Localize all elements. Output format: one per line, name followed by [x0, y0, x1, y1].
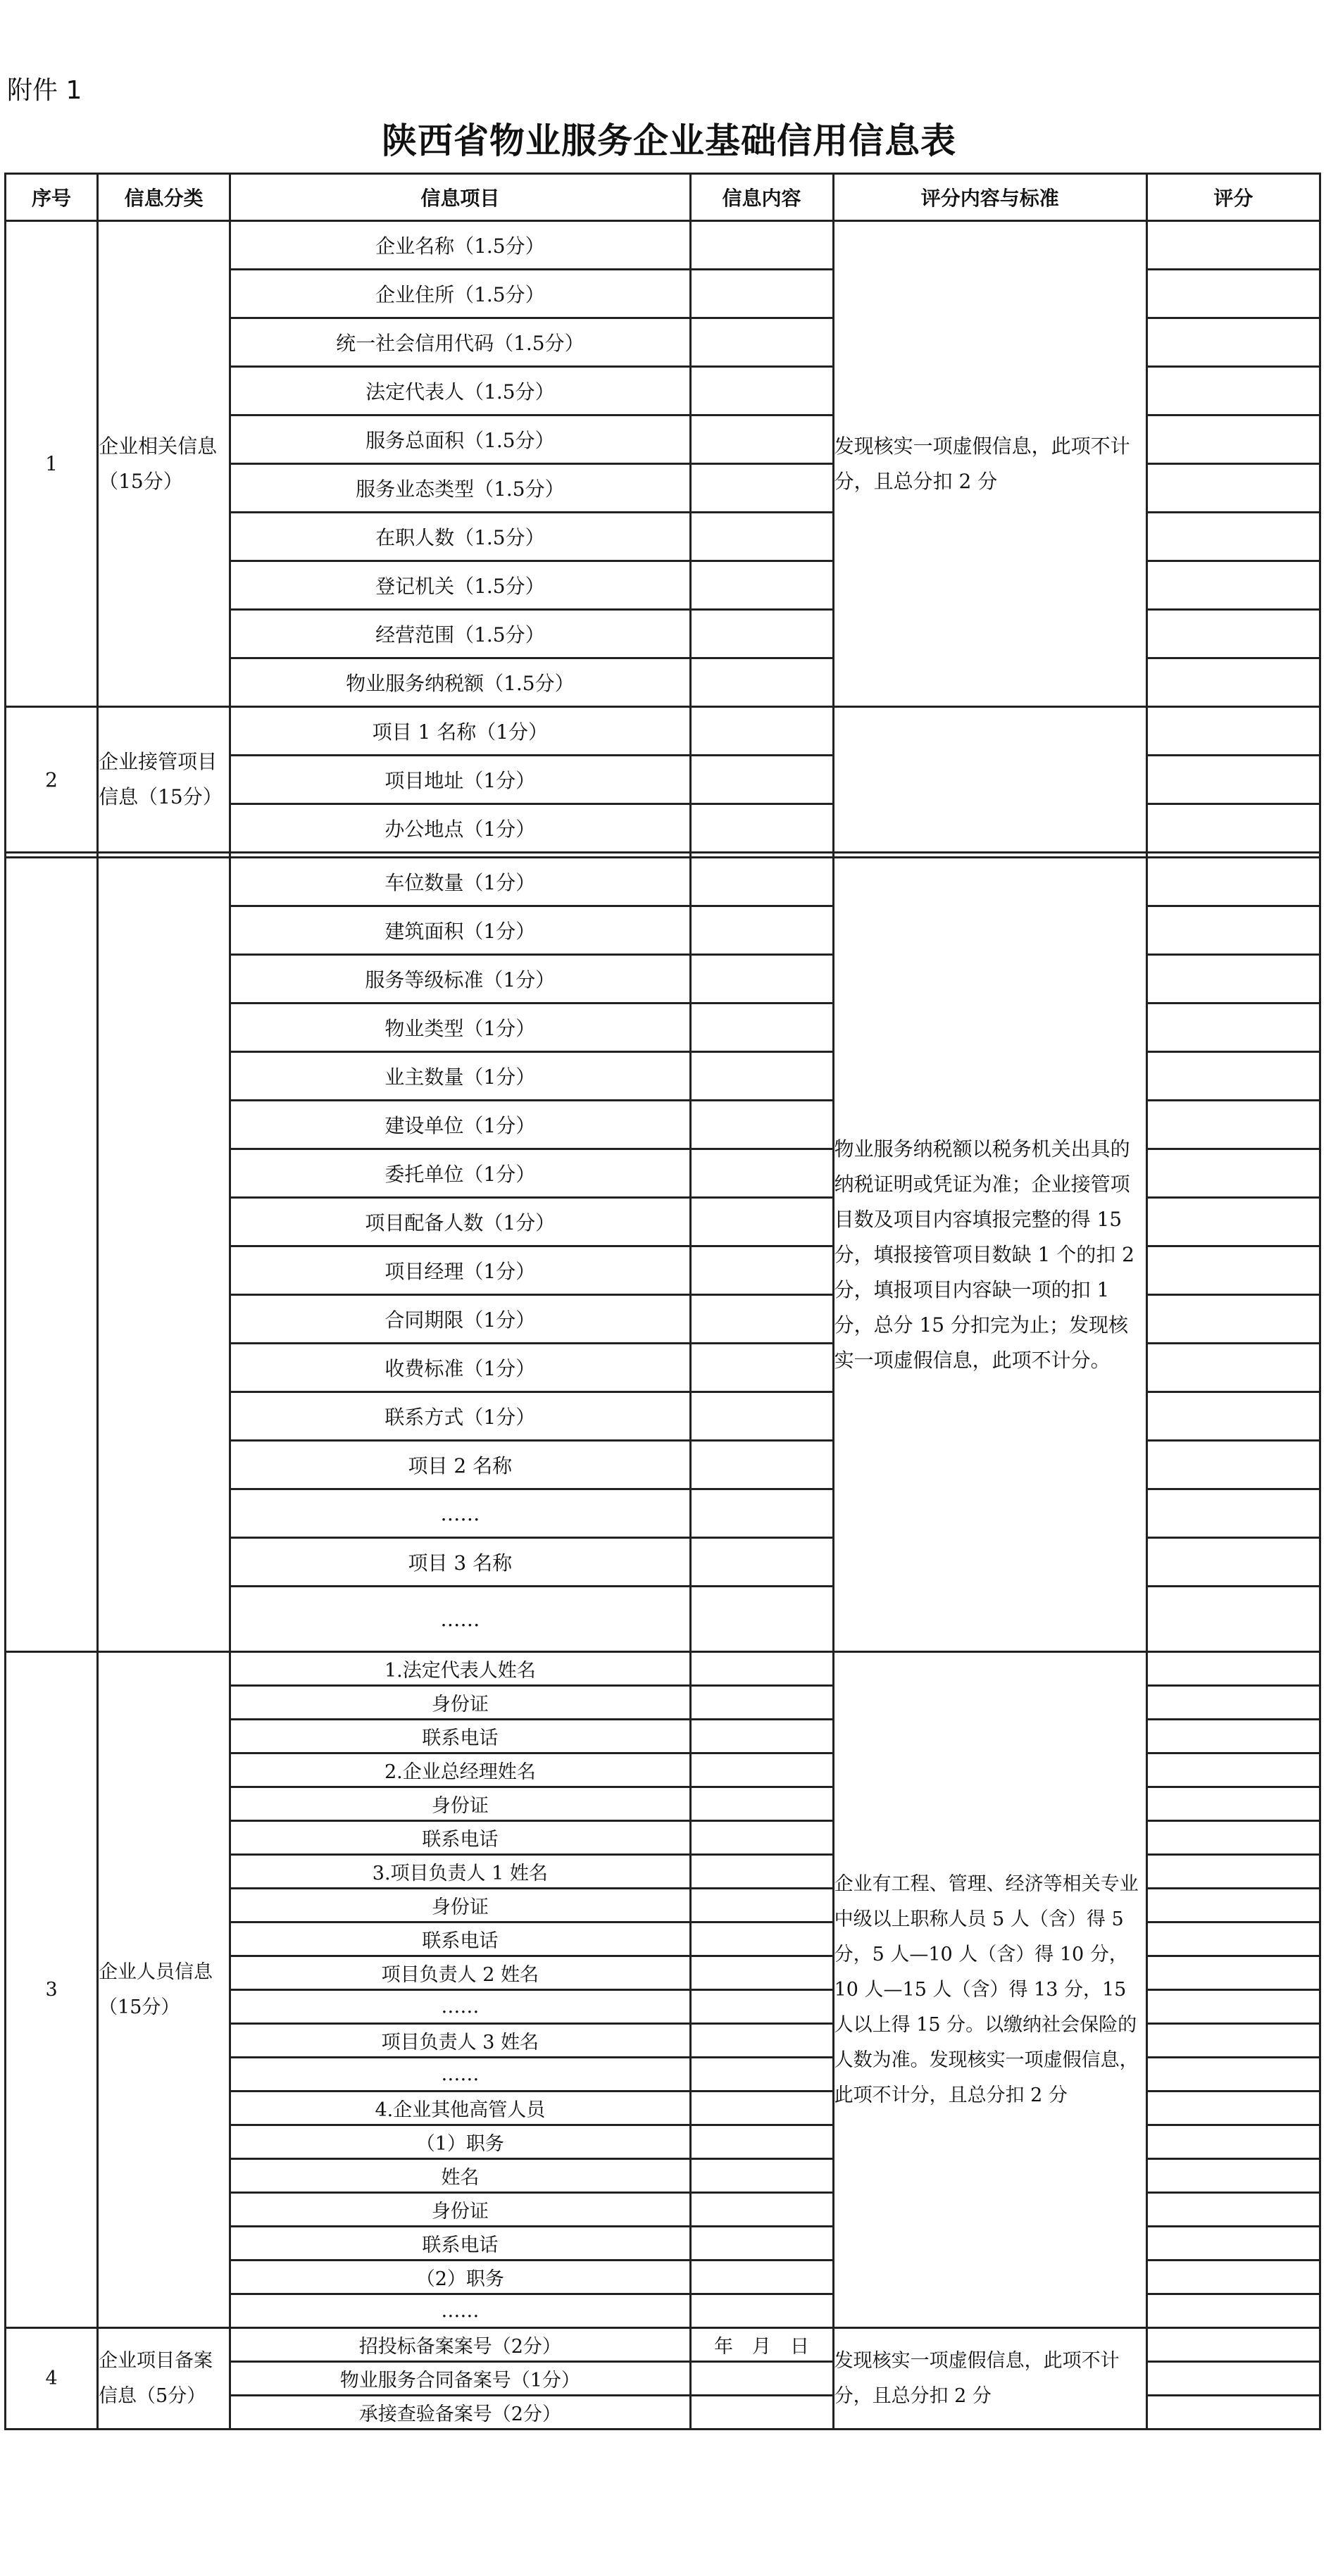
row-item: 身份证 — [230, 2193, 690, 2227]
row-info-cell[interactable] — [690, 1149, 833, 1198]
row-item: 项目 3 名称 — [230, 1538, 690, 1587]
row-info-cell[interactable] — [690, 1652, 833, 1686]
row-category: 企业人员信息（15分） — [98, 1652, 230, 2328]
row-score-cell[interactable] — [1146, 955, 1320, 1003]
row-item: 统一社会信用代码（1.5分） — [230, 318, 690, 367]
row-item: 2.企业总经理姓名 — [230, 1753, 690, 1787]
row-item: 身份证 — [230, 1889, 690, 1922]
row-item: 物业服务纳税额（1.5分） — [230, 658, 690, 707]
table-row — [6, 221, 1320, 270]
row-score-cell[interactable] — [1146, 1787, 1320, 1821]
row-info-cell[interactable] — [690, 1990, 833, 2024]
row-score-cell[interactable] — [1146, 2058, 1320, 2092]
row-category-blank — [98, 858, 230, 1652]
separator-cell — [833, 853, 1146, 858]
row-score-cell[interactable] — [1146, 2227, 1320, 2261]
row-category: 企业相关信息（15分） — [98, 221, 230, 707]
row-item: （2）职务 — [230, 2261, 690, 2294]
row-info-cell[interactable] — [690, 2024, 833, 2058]
row-standard: 发现核实一项虚假信息，此项不计分，且总分扣 2 分 — [833, 221, 1146, 707]
separator-cell — [1146, 853, 1320, 858]
row-item: 企业名称（1.5分） — [230, 221, 690, 270]
row-info-cell[interactable] — [690, 1198, 833, 1246]
row-info-cell[interactable] — [690, 367, 833, 415]
row-score-cell[interactable] — [1146, 658, 1320, 707]
row-item: 联系电话 — [230, 2227, 690, 2261]
row-score-cell[interactable] — [1146, 561, 1320, 610]
row-standard: 发现核实一项虚假信息，此项不计分，且总分扣 2 分 — [833, 2328, 1146, 2430]
row-item: 业主数量（1分） — [230, 1052, 690, 1101]
row-score-cell[interactable] — [1146, 2328, 1320, 2362]
row-info-cell[interactable] — [690, 1101, 833, 1149]
row-score-cell[interactable] — [1146, 906, 1320, 955]
row-score-cell[interactable] — [1146, 1652, 1320, 1686]
row-item: 办公地点（1分） — [230, 804, 690, 853]
row-score-cell[interactable] — [1146, 1821, 1320, 1855]
table-header-row — [6, 174, 1320, 221]
row-score-cell[interactable] — [1146, 610, 1320, 658]
row-score-cell[interactable] — [1146, 2294, 1320, 2328]
row-item: 承接查验备案号（2分） — [230, 2396, 690, 2430]
row-score-cell[interactable] — [1146, 804, 1320, 853]
row-info-cell[interactable] — [690, 318, 833, 367]
row-score-cell[interactable] — [1146, 858, 1320, 906]
row-item: 招投标备案案号（2分） — [230, 2328, 690, 2362]
row-score-cell[interactable] — [1146, 513, 1320, 561]
row-info-cell[interactable] — [690, 2362, 833, 2396]
table-row — [6, 2328, 1320, 2362]
row-item: 联系方式（1分） — [230, 1392, 690, 1441]
header-standard: 评分内容与标准 — [833, 174, 1146, 221]
row-score-cell[interactable] — [1146, 2125, 1320, 2159]
row-info-cell[interactable] — [690, 561, 833, 610]
row-score-cell[interactable] — [1146, 1686, 1320, 1720]
row-item: 项目 2 名称 — [230, 1441, 690, 1489]
row-info-cell[interactable] — [690, 221, 833, 270]
row-score-cell[interactable] — [1146, 1489, 1320, 1538]
row-score-cell[interactable] — [1146, 2261, 1320, 2294]
separator-cell — [98, 853, 230, 858]
header-seq: 序号 — [6, 174, 98, 221]
row-info-cell[interactable] — [690, 1686, 833, 1720]
row-info-cell[interactable] — [690, 1720, 833, 1753]
row-score-cell[interactable] — [1146, 1052, 1320, 1101]
row-seq: 2 — [6, 707, 98, 853]
row-info-cell[interactable] — [690, 2092, 833, 2125]
row-score-cell[interactable] — [1146, 1198, 1320, 1246]
row-score-cell[interactable] — [1146, 1538, 1320, 1587]
row-item: 合同期限（1分） — [230, 1295, 690, 1344]
row-item: 物业类型（1分） — [230, 1003, 690, 1052]
row-score-cell[interactable] — [1146, 756, 1320, 804]
separator-cell — [690, 853, 833, 858]
row-info-cell[interactable] — [690, 2193, 833, 2227]
header-category: 信息分类 — [98, 174, 230, 221]
row-item: 项目经理（1分） — [230, 1246, 690, 1295]
table-row — [6, 707, 1320, 756]
row-score-cell[interactable] — [1146, 221, 1320, 270]
row-score-cell[interactable] — [1146, 2159, 1320, 2193]
row-info-cell[interactable] — [690, 2227, 833, 2261]
page-title: 陕西省物业服务企业基础信用信息表 — [382, 120, 956, 161]
row-info-cell[interactable] — [690, 906, 833, 955]
row-score-cell[interactable] — [1146, 1922, 1320, 1956]
row-score-cell[interactable] — [1146, 1003, 1320, 1052]
row-standard-blank — [833, 707, 1146, 853]
row-info-cell[interactable] — [690, 1246, 833, 1295]
row-item: 身份证 — [230, 1787, 690, 1821]
row-info-cell[interactable] — [690, 804, 833, 853]
row-info-cell[interactable] — [690, 2294, 833, 2328]
row-info-cell[interactable] — [690, 513, 833, 561]
row-seq: 4 — [6, 2328, 98, 2430]
table-row — [6, 858, 1320, 906]
row-item: 经营范围（1.5分） — [230, 610, 690, 658]
row-score-cell[interactable] — [1146, 707, 1320, 756]
header-score: 评分 — [1146, 174, 1320, 221]
row-info-cell[interactable] — [690, 858, 833, 906]
row-category: 企业项目备案信息（5分） — [98, 2328, 230, 2430]
row-info-cell[interactable] — [690, 658, 833, 707]
row-item: 项目配备人数（1分） — [230, 1198, 690, 1246]
row-info-cell[interactable] — [690, 1587, 833, 1652]
row-score-cell[interactable] — [1146, 2092, 1320, 2125]
row-score-cell[interactable] — [1146, 318, 1320, 367]
row-score-cell[interactable] — [1146, 2396, 1320, 2430]
row-item: 服务业态类型（1.5分） — [230, 464, 690, 513]
row-item: …… — [230, 1990, 690, 2024]
row-score-cell[interactable] — [1146, 1101, 1320, 1149]
row-score-cell[interactable] — [1146, 2362, 1320, 2396]
row-score-cell[interactable] — [1146, 1889, 1320, 1922]
row-item: 联系电话 — [230, 1821, 690, 1855]
section-separator — [6, 853, 1320, 858]
separator-cell — [6, 853, 98, 858]
credit-info-table-frame — [0, 173, 1324, 2430]
row-score-cell[interactable] — [1146, 1753, 1320, 1787]
row-info-cell[interactable] — [690, 1855, 833, 1889]
row-item: 车位数量（1分） — [230, 858, 690, 906]
row-item: 1.法定代表人姓名 — [230, 1652, 690, 1686]
row-info-cell[interactable] — [690, 2261, 833, 2294]
row-item: 企业住所（1.5分） — [230, 270, 690, 318]
row-item: 项目地址（1分） — [230, 756, 690, 804]
row-item: 项目 1 名称（1分） — [230, 707, 690, 756]
row-info-cell[interactable] — [690, 610, 833, 658]
row-info-cell[interactable] — [690, 1489, 833, 1538]
row-info-cell[interactable] — [690, 1392, 833, 1441]
row-seq-blank — [6, 858, 98, 1652]
row-info-cell[interactable] — [690, 464, 833, 513]
row-info-cell[interactable] — [690, 1441, 833, 1489]
row-info-cell[interactable] — [690, 2159, 833, 2193]
row-item: 在职人数（1.5分） — [230, 513, 690, 561]
row-info-cell[interactable] — [690, 270, 833, 318]
row-score-cell[interactable] — [1146, 2024, 1320, 2058]
row-seq: 3 — [6, 1652, 98, 2328]
row-info-cell[interactable] — [690, 1538, 833, 1587]
row-item: …… — [230, 1489, 690, 1538]
row-item: 法定代表人（1.5分） — [230, 367, 690, 415]
row-info-cell[interactable] — [690, 2058, 833, 2092]
row-score-cell[interactable] — [1146, 270, 1320, 318]
row-info-cell[interactable] — [690, 1344, 833, 1392]
row-item: …… — [230, 2294, 690, 2328]
row-item: …… — [230, 1587, 690, 1652]
row-item: 收费标准（1分） — [230, 1344, 690, 1392]
row-score-cell[interactable] — [1146, 1441, 1320, 1489]
separator-cell — [230, 853, 690, 858]
credit-info-table — [4, 173, 1321, 2430]
header-item: 信息项目 — [230, 174, 690, 221]
row-score-cell[interactable] — [1146, 1392, 1320, 1441]
row-info-cell[interactable] — [690, 2125, 833, 2159]
row-score-cell[interactable] — [1146, 1587, 1320, 1652]
row-standard: 物业服务纳税额以税务机关出具的纳税证明或凭证为准；企业接管项目数及项目内容填报完整的得 15 分，填报接管项目数缺 1 个的扣 2 分，填报项目内容缺一项的扣 1 分，总分 15 分扣完为止；发现核实一项虚假信息，此项不计分。 — [833, 858, 1146, 1652]
row-score-cell[interactable] — [1146, 2193, 1320, 2227]
row-item: 身份证 — [230, 1686, 690, 1720]
row-item: 建筑面积（1分） — [230, 906, 690, 955]
row-category: 企业接管项目信息（15分） — [98, 707, 230, 853]
attachment-label: 附件 1 — [7, 76, 82, 105]
row-info-cell[interactable] — [690, 1956, 833, 1990]
row-score-cell[interactable] — [1146, 367, 1320, 415]
row-item: 联系电话 — [230, 1720, 690, 1753]
row-seq: 1 — [6, 221, 98, 707]
row-item: 建设单位（1分） — [230, 1101, 690, 1149]
row-info-cell[interactable] — [690, 707, 833, 756]
row-item: 委托单位（1分） — [230, 1149, 690, 1198]
row-info-cell[interactable] — [690, 1787, 833, 1821]
row-info-cell[interactable] — [690, 1889, 833, 1922]
row-info-cell[interactable] — [690, 415, 833, 464]
row-standard: 企业有工程、管理、经济等相关专业中级以上职称人员 5 人（含）得 5 分，5 人—10 人（含）得 10 分，10 人—15 人（含）得 13 分，15 人以上得 15 分。以缴纳社会保险的人数为准。发现核实一项虚假信息，此项不计分，且总分扣 2 分 — [833, 1652, 1146, 2328]
row-info-cell[interactable] — [690, 1922, 833, 1956]
row-score-cell[interactable] — [1146, 1344, 1320, 1392]
row-score-cell[interactable] — [1146, 1720, 1320, 1753]
row-score-cell[interactable] — [1146, 1295, 1320, 1344]
row-item: 服务等级标准（1分） — [230, 955, 690, 1003]
row-item: （1）职务 — [230, 2125, 690, 2159]
row-item: 项目负责人 2 姓名 — [230, 1956, 690, 1990]
row-item: …… — [230, 2058, 690, 2092]
row-item: 服务总面积（1.5分） — [230, 415, 690, 464]
table-body — [6, 221, 1320, 2430]
row-score-cell[interactable] — [1146, 415, 1320, 464]
row-info-cell[interactable] — [690, 1753, 833, 1787]
row-info-cell[interactable] — [690, 2396, 833, 2430]
row-item: 3.项目负责人 1 姓名 — [230, 1855, 690, 1889]
row-score-cell[interactable] — [1146, 1855, 1320, 1889]
row-item: 登记机关（1.5分） — [230, 561, 690, 610]
row-item: 联系电话 — [230, 1922, 690, 1956]
table-row — [6, 1652, 1320, 1686]
row-info-cell[interactable] — [690, 1821, 833, 1855]
row-info-cell[interactable] — [690, 1003, 833, 1052]
row-score-cell[interactable] — [1146, 1956, 1320, 1990]
row-info-cell[interactable] — [690, 1295, 833, 1344]
row-item: 姓名 — [230, 2159, 690, 2193]
row-info-cell[interactable] — [690, 1052, 833, 1101]
row-info-cell[interactable] — [690, 756, 833, 804]
row-item: 项目负责人 3 姓名 — [230, 2024, 690, 2058]
row-score-cell[interactable] — [1146, 1149, 1320, 1198]
header-info: 信息内容 — [690, 174, 833, 221]
row-score-cell[interactable] — [1146, 1990, 1320, 2024]
row-item: 4.企业其他高管人员 — [230, 2092, 690, 2125]
row-score-cell[interactable] — [1146, 464, 1320, 513]
row-info-cell[interactable] — [690, 955, 833, 1003]
row-score-cell[interactable] — [1146, 1246, 1320, 1295]
row-item: 物业服务合同备案号（1分） — [230, 2362, 690, 2396]
row-info-cell[interactable]: 年 月 日 — [690, 2328, 833, 2362]
